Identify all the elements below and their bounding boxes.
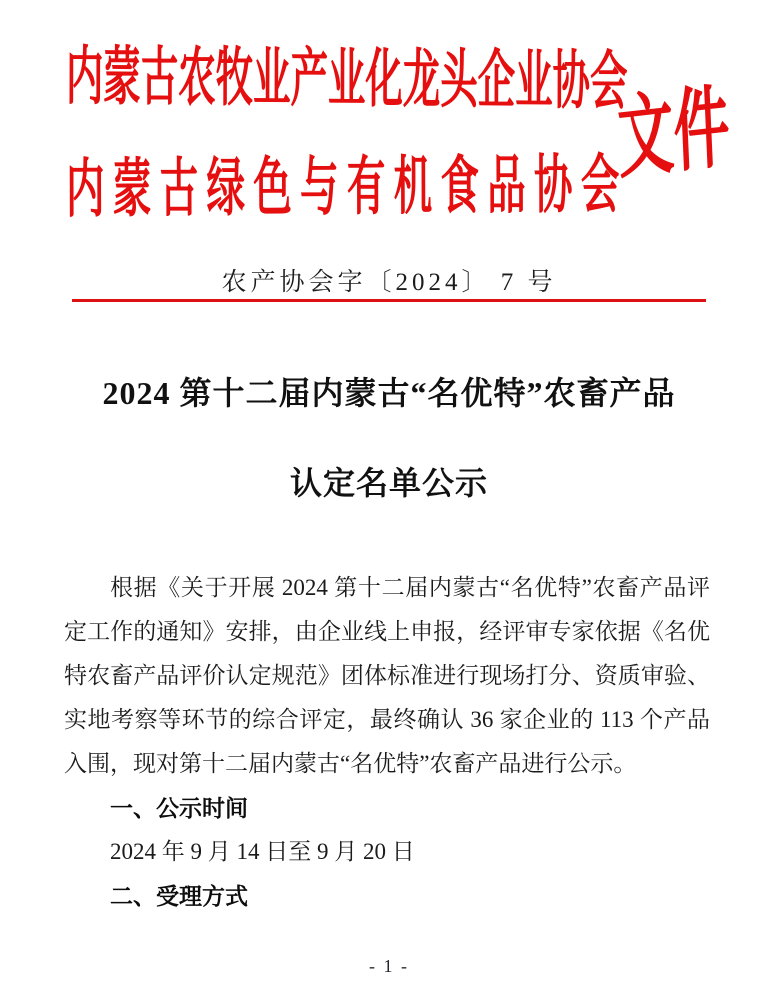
letterhead-doc-suffix: 文件 bbox=[615, 78, 732, 190]
letterhead-org-name-2: 内蒙古绿色与有机食品协会 bbox=[66, 149, 628, 225]
page-number: - 1 - bbox=[369, 956, 409, 976]
document-title-line-2: 认定名单公示 bbox=[289, 465, 488, 501]
document-body bbox=[64, 566, 710, 918]
section-2-heading: 二、受理方式 bbox=[110, 883, 248, 909]
red-divider-rule bbox=[72, 299, 706, 302]
letterhead-org-name-1: 内蒙古农牧业产业化龙头企业协会 bbox=[65, 40, 628, 118]
section-1-text: 2024 年 9 月 14 日至 9 月 20 日 bbox=[110, 839, 415, 864]
document-reference-number: 农产协会字〔2024〕 7 号 bbox=[221, 269, 557, 296]
document-title-line-1: 2024 第十二届内蒙古“名优特”农畜产品 bbox=[102, 375, 676, 411]
body-paragraph: 根据《关于开展 2024 第十二届内蒙古“名优特”农畜产品评定工作的通知》安排，由企业线上申报，经评审专家依据《名优特农畜产品评价认定规范》团体标准进行现场打分、资质审验、实地考察等环节的综合评定，最终确认 36 家企业的 113 个产品入围，现对第十二届内蒙古“名优特”农畜产品进行公示。 bbox=[64, 575, 710, 776]
section-1-heading: 一、公示时间 bbox=[110, 795, 248, 821]
